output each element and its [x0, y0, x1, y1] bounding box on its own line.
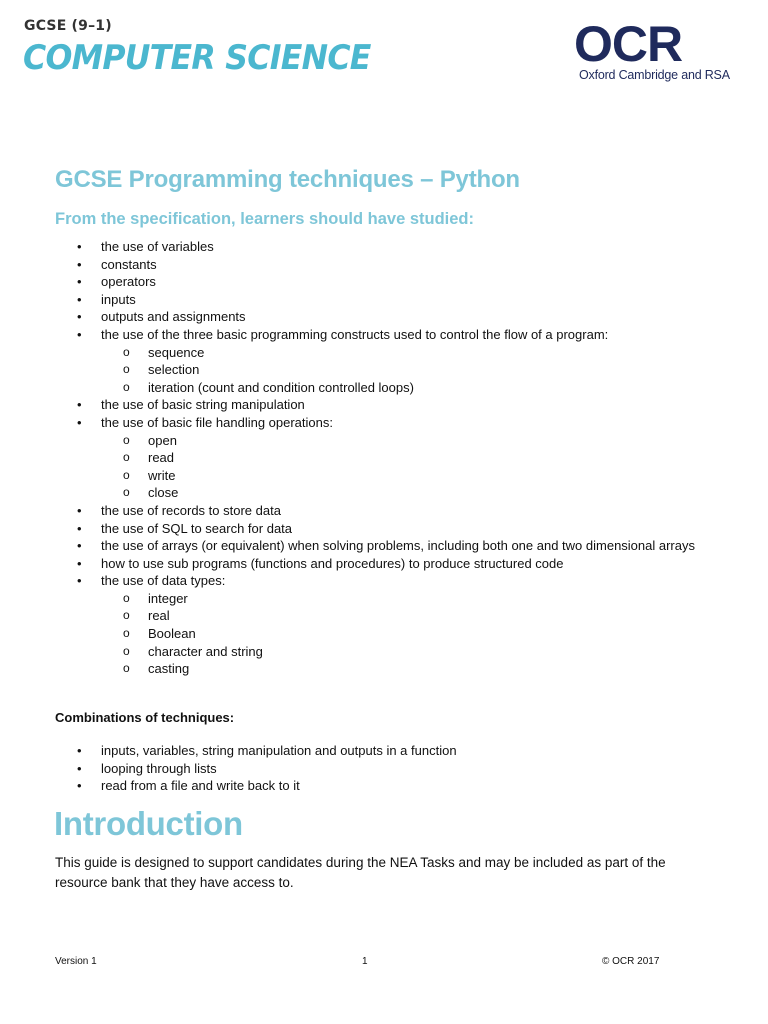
list-item: • the use of basic string manipulation: [55, 396, 695, 414]
sub-list-item: o casting: [101, 660, 695, 678]
specification-list: [55, 238, 695, 678]
list-item: • the use of arrays (or equivalent) when solving problems, including both one and two dimensional arrays: [55, 537, 695, 555]
document-subtitle: From the specification, learners should have studied:: [55, 210, 475, 228]
sub-list: [101, 590, 695, 678]
list-item: • outputs and assignments: [55, 308, 695, 326]
list-item: • looping through lists: [55, 760, 695, 778]
sub-list: [101, 344, 695, 397]
sub-list-item: o read: [101, 449, 695, 467]
list-item: • the use of SQL to search for data: [55, 520, 695, 538]
footer-version: Version 1: [55, 956, 97, 967]
list-item: • the use of records to store data: [55, 502, 695, 520]
ocr-logo-text: OCR: [574, 21, 683, 67]
sub-list-item: o open: [101, 432, 695, 450]
sub-list: [101, 432, 695, 502]
list-item: • operators: [55, 273, 695, 291]
logo-tagline: Oxford Cambridge and RSA: [579, 68, 730, 82]
combinations-heading: Combinations of techniques:: [55, 710, 235, 725]
sub-list-item: o Boolean: [101, 625, 695, 643]
sub-list-item: o integer: [101, 590, 695, 608]
list-item: [55, 326, 695, 396]
sub-list-item: o character and string: [101, 643, 695, 661]
sub-list-item: o close: [101, 484, 695, 502]
ocr-logo-mark: [574, 21, 740, 67]
footer-copyright: © OCR 2017: [602, 956, 660, 967]
ocr-logo: [574, 21, 740, 87]
sub-list-item: o sequence: [101, 344, 695, 362]
combinations-list: [55, 742, 695, 795]
sub-list-item: o real: [101, 607, 695, 625]
sub-list-item: o write: [101, 467, 695, 485]
list-item-text: the use of data types:: [101, 573, 226, 589]
introduction-text: This guide is designed to support candidates during the NEA Tasks and may be included as part of the resource bank that they have access to.: [55, 855, 666, 890]
document-title: GCSE Programming techniques – Python: [55, 166, 520, 193]
list-item: • inputs: [55, 291, 695, 309]
introduction-heading: Introduction: [54, 805, 243, 842]
list-item-text: the use of the three basic programming constructs used to control the flow of a program:: [101, 326, 609, 342]
footer-page-number: 1: [362, 956, 368, 967]
list-item: • inputs, variables, string manipulation and outputs in a function: [55, 742, 695, 760]
qualification-label: GCSE (9–1): [24, 18, 112, 34]
sub-list-item: o iteration (count and condition controlled loops): [101, 379, 695, 397]
list-item: • constants: [55, 256, 695, 274]
list-item: • read from a file and write back to it: [55, 777, 695, 795]
list-item: [55, 414, 695, 502]
list-item: • the use of variables: [55, 238, 695, 256]
list-item: [55, 572, 695, 678]
list-item: • how to use sub programs (functions and procedures) to produce structured code: [55, 555, 695, 573]
sub-list-item: o selection: [101, 361, 695, 379]
list-item-text: the use of basic file handling operations:: [101, 414, 333, 430]
subject-title: COMPUTER SCIENCE: [23, 38, 371, 78]
